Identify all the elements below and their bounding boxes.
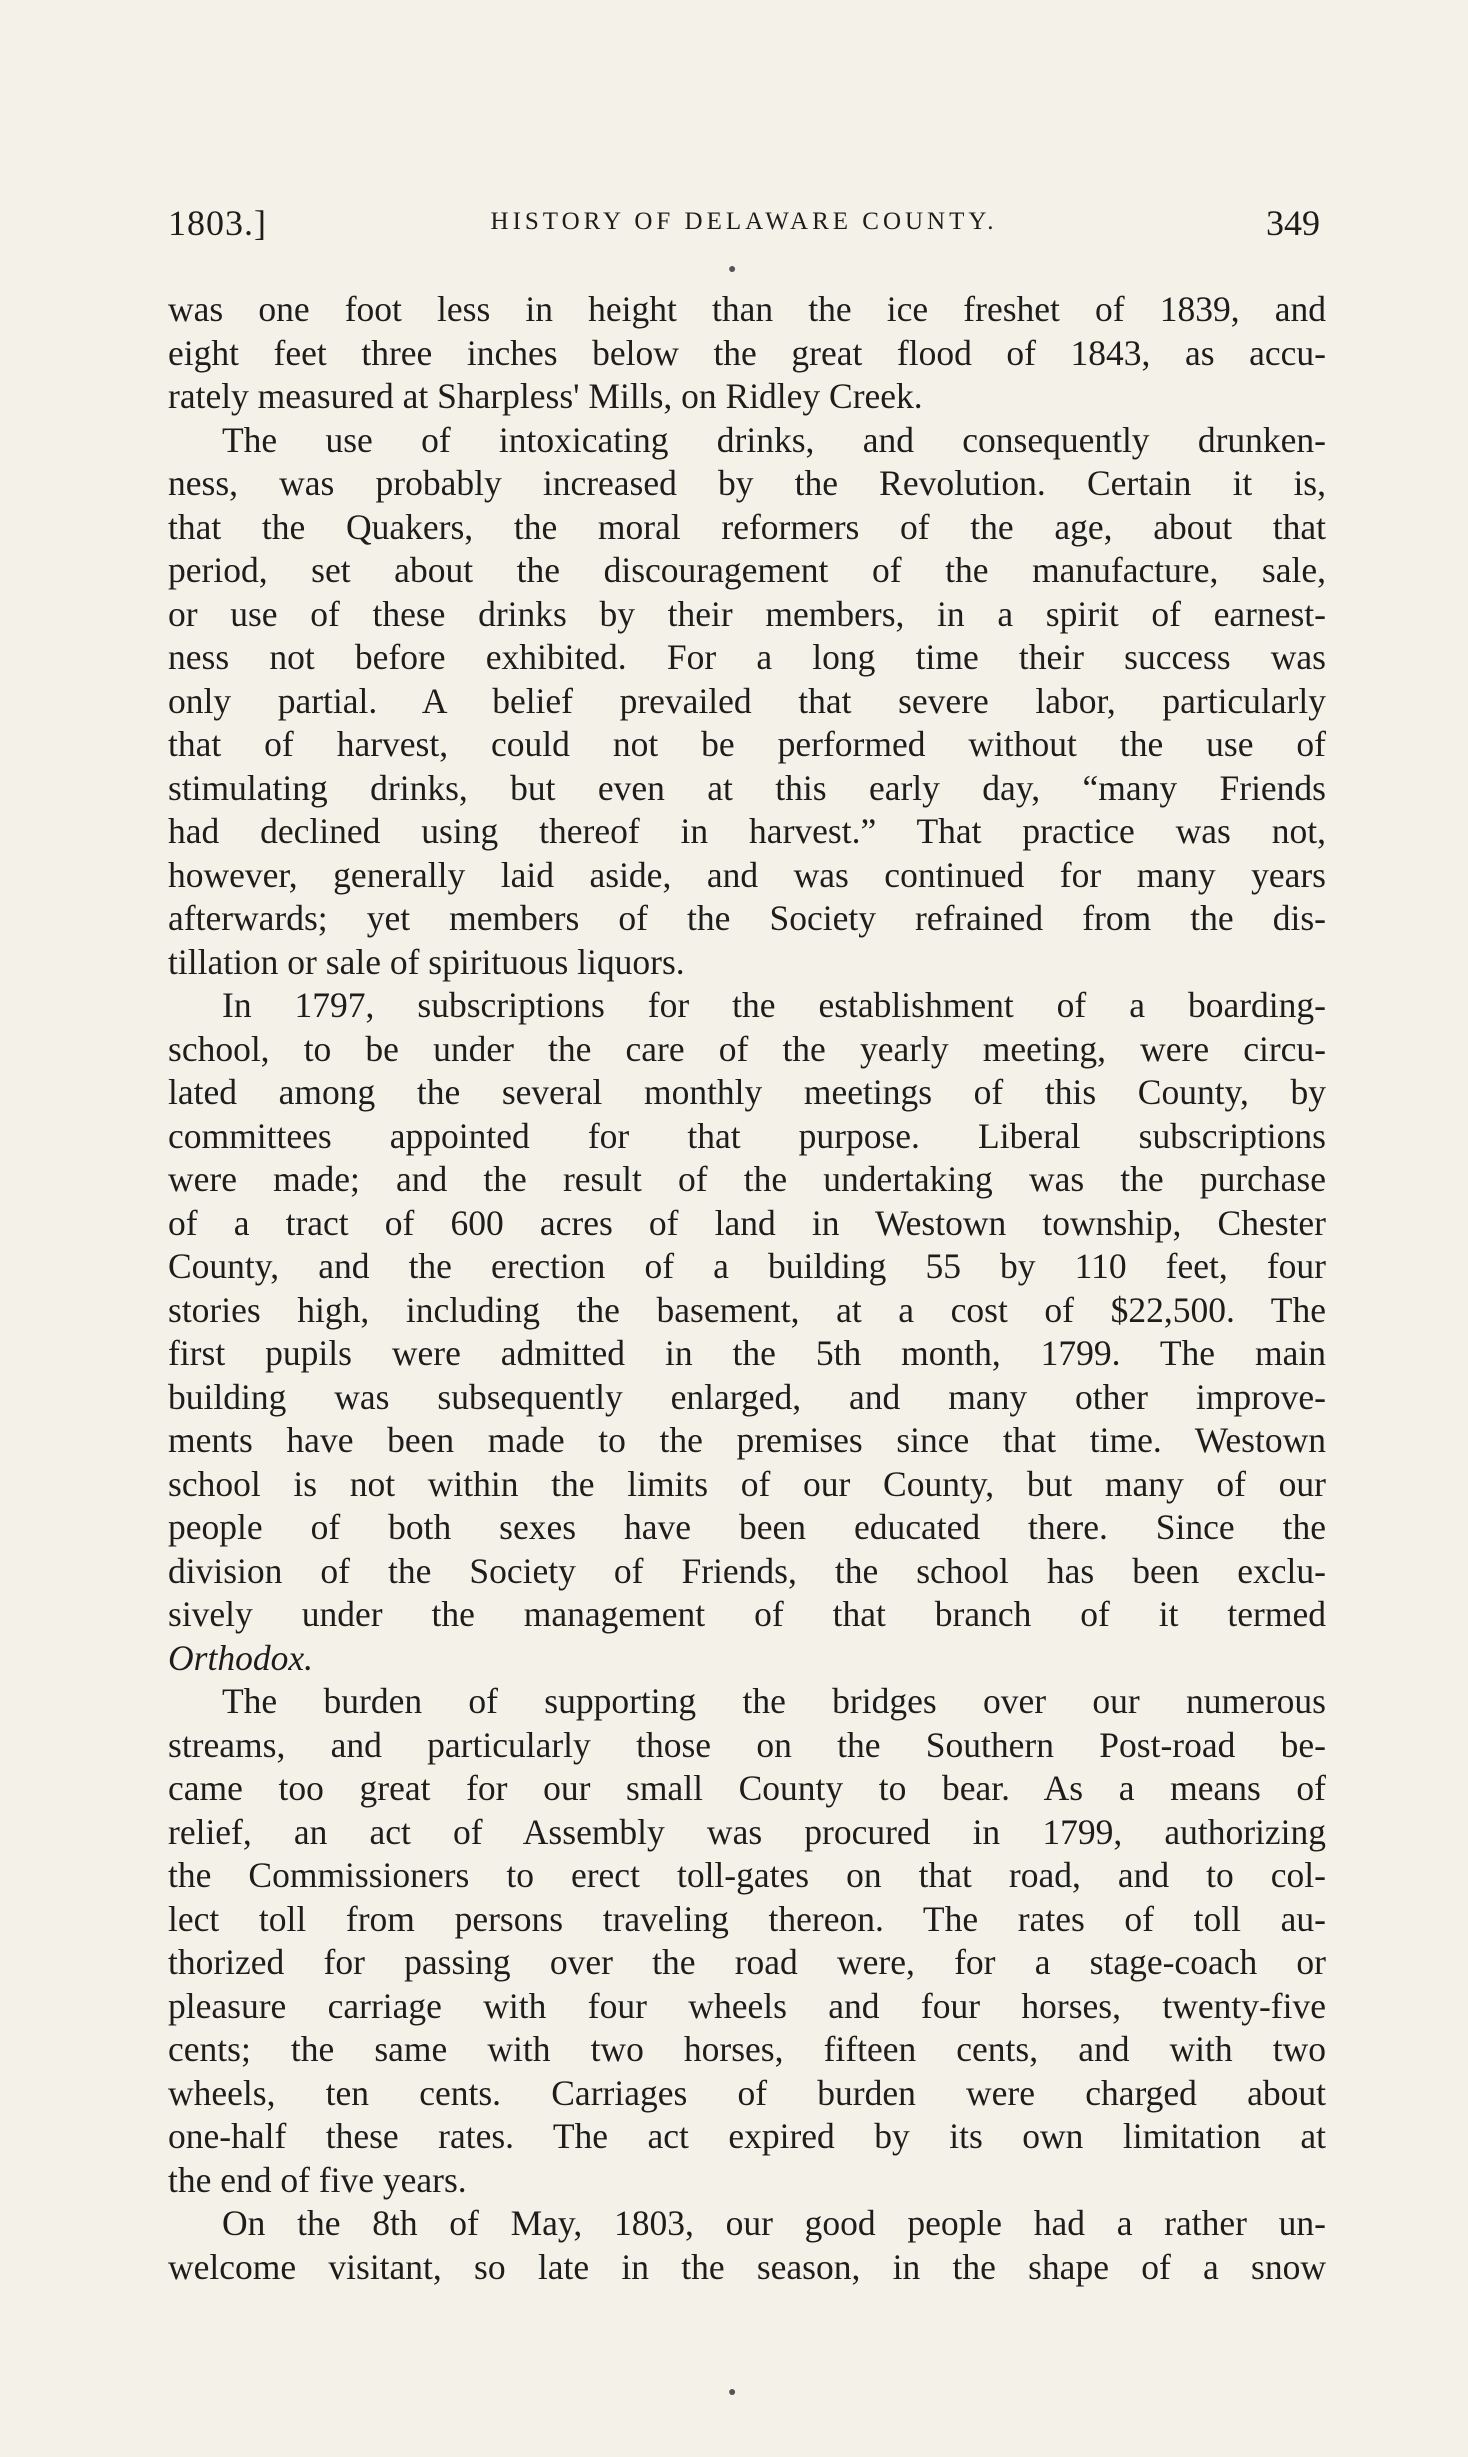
text-line: building was subsequently enlarged, and many other improve- [168,1376,1326,1417]
text-line: or use of these drinks by their members, in a spirit of earnest- [168,593,1326,634]
text-line: however, generally laid aside, and was continued for many years [168,854,1326,895]
text-line: sively under the management of that branch of it termed [168,1594,1326,1634]
header-year: 1803.] [168,203,267,243]
text-line: relief, an act of Assembly was procured in 1799, authorizing [168,1811,1326,1852]
ink-speck: ● [728,2385,737,2400]
text-line: people of both sexes have been educated there. Since the [168,1507,1326,1547]
text-line: the end of five years. [168,2159,467,2200]
text-line: Orthodox. [168,1637,313,1678]
text-line: first pupils were admitted in the 5th month, 1799. The main [168,1333,1326,1373]
text-line: tillation or sale of spirituous liquors. [168,941,685,982]
text-line: pleasure carriage with four wheels and four horses, twenty-five [168,1985,1326,2026]
text-line: came too great for our small County to bear. As a means of [168,1768,1326,1808]
text-line: cents; the same with two horses, fifteen cents, and with two [168,2029,1326,2069]
text-line: only partial. A belief prevailed that severe labor, particularly [168,680,1326,721]
text-line: The burden of supporting the bridges over our numerous [222,1681,1326,1721]
text-line: stories high, including the basement, at a cost of $22,500. The [168,1289,1326,1330]
text-line: had declined using thereof in harvest.” That practice was not, [168,811,1326,851]
text-line: committees appointed for that purpose. Liberal subscriptions [168,1115,1326,1156]
text-line: the Commissioners to erect toll-gates on that road, and to col- [168,1855,1326,1895]
text-line: one-half these rates. The act expired by its own limitation at [168,2116,1326,2156]
text-line: ness not before exhibited. For a long time their success was [168,637,1326,677]
body-text [168,288,1326,2289]
text-line: period, set about the discouragement of the manufacture, sale, [168,550,1326,590]
text-line: County, and the erection of a building 55 by 110 feet, four [168,1246,1326,1286]
text-line: that of harvest, could not be performed without the use of [168,724,1326,764]
text-line: lated among the several monthly meetings of this County, by [168,1072,1326,1112]
page-number: 349 [1266,203,1320,243]
header-title: HISTORY OF DELAWARE COUNTY. [490,208,998,235]
text-line: school, to be under the care of the yearly meeting, were circu- [168,1028,1326,1069]
text-line: ness, was probably increased by the Revolution. Certain it is, [168,463,1326,503]
text-line: lect toll from persons traveling thereon. The rates of toll au- [168,1898,1326,1939]
text-line: wheels, ten cents. Carriages of burden were charged about [168,2072,1326,2113]
text-line: stimulating drinks, but even at this early day, “many Friends [168,767,1326,808]
text-line: was one foot less in height than the ice freshet of 1839, and [168,289,1326,329]
text-line: school is not within the limits of our County, but many of our [168,1463,1326,1504]
text-line: On the 8th of May, 1803, our good people had a rather un- [222,2203,1326,2243]
text-line: eight feet three inches below the great flood of 1843, as accu- [168,332,1326,373]
text-line: that the Quakers, the moral reformers of the age, about that [168,506,1326,547]
text-line: The use of intoxicating drinks, and consequently drunken- [222,419,1326,460]
running-head [168,202,1320,252]
text-line: welcome visitant, so late in the season, in the shape of a snow [168,2246,1326,2287]
text-line: ments have been made to the premises since that time. Westown [168,1420,1326,1460]
text-line: In 1797, subscriptions for the establishment of a boarding- [222,985,1326,1025]
text-line: of a tract of 600 acres of land in Westown township, Chester [168,1202,1326,1243]
ink-speck: ● [728,262,737,277]
text-line: rately measured at Sharpless' Mills, on Ridley Creek. [168,376,923,416]
text-line: streams, and particularly those on the Southern Post-road be- [168,1724,1326,1765]
text-line: thorized for passing over the road were, for a stage-coach or [168,1942,1326,1982]
text-line: were made; and the result of the undertaking was the purchase [168,1159,1326,1199]
text-line: division of the Society of Friends, the school has been exclu- [168,1550,1326,1591]
text-line: afterwards; yet members of the Society refrained from the dis- [168,898,1326,938]
